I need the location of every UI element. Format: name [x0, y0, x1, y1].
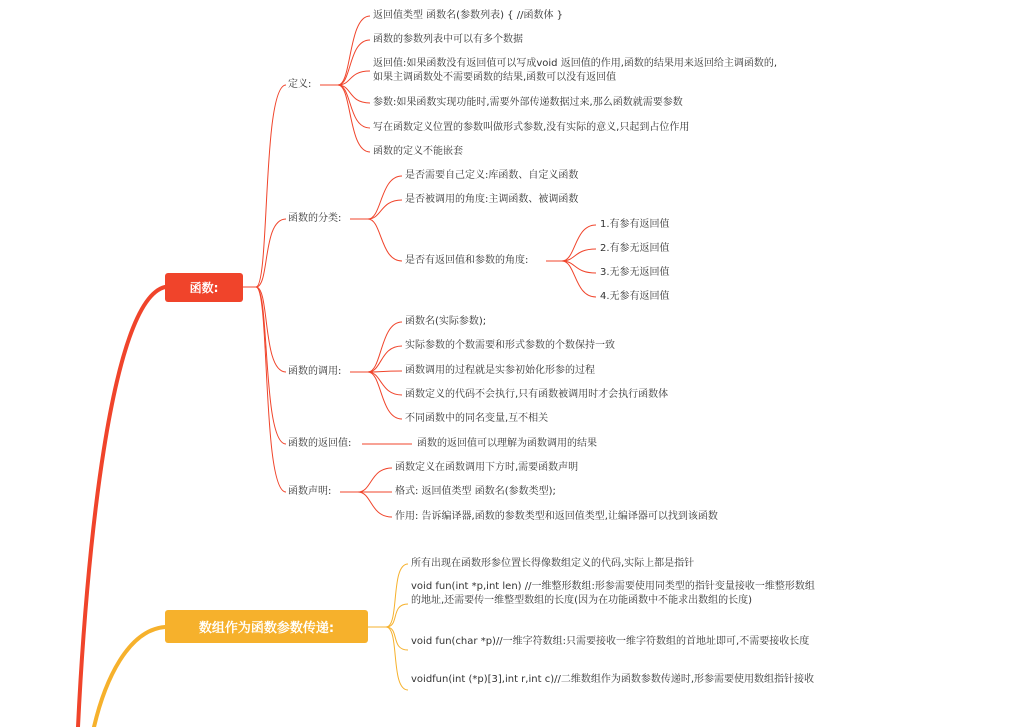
classification-item[interactable]: 是否需要自己定义:库函数、自定义函数 — [405, 170, 579, 181]
call-item[interactable]: 函数定义的代码不会执行,只有函数被调用时才会执行函数体 — [405, 389, 669, 400]
declaration-item[interactable]: 函数定义在函数调用下方时,需要函数声明 — [395, 462, 579, 473]
call-item[interactable]: 函数名(实际参数); — [405, 316, 487, 327]
topic-function-title: 函数: — [189, 281, 219, 295]
return-value-item[interactable]: 函数的返回值可以理解为函数调用的结果 — [417, 438, 597, 449]
branch-call[interactable]: 函数的调用: — [288, 366, 342, 377]
definition-item[interactable]: 写在函数定义位置的参数叫做形式参数,没有实际的意义,只起到占位作用 — [373, 122, 690, 133]
definition-item[interactable]: 返回值:如果函数没有返回值可以写成void 返回值的作用,函数的结果用来返回给主调函数的,如果主调函数处不需要函数的结果,函数可以没有返回值 — [373, 58, 778, 83]
classification-leaf[interactable]: 3.无参无返回值 — [600, 267, 670, 278]
array-param-item[interactable]: void fun(char *p)//一维字符数组:只需要接收一维字符数组的首地址即可,不需要接收长度 — [411, 636, 810, 647]
call-item[interactable]: 不同函数中的同名变量,互不相关 — [405, 413, 549, 424]
classification-subbranch[interactable]: 是否有返回值和参数的角度: — [405, 255, 529, 266]
classification-item[interactable]: 是否被调用的角度:主调函数、被调函数 — [405, 194, 579, 205]
branch-definition[interactable]: 定义: — [288, 79, 312, 90]
call-item[interactable]: 实际参数的个数需要和形式参数的个数保持一致 — [405, 340, 615, 351]
topic-array-params[interactable] — [165, 610, 368, 643]
definition-item[interactable]: 参数:如果函数实现功能时,需要外部传递数据过来,那么函数就需要参数 — [373, 97, 683, 108]
branch-return-value[interactable]: 函数的返回值: — [288, 438, 352, 449]
topic-function[interactable] — [165, 273, 243, 302]
branch-classification[interactable]: 函数的分类: — [288, 213, 342, 224]
classification-leaf[interactable]: 1.有参有返回值 — [600, 219, 670, 230]
definition-item[interactable]: 返回值类型 函数名(参数列表) { //函数体 } — [373, 10, 563, 21]
definition-item[interactable]: 函数的参数列表中可以有多个数据 — [373, 34, 523, 45]
orange-branch-lines — [368, 564, 408, 690]
classification-leaf[interactable]: 2.有参无返回值 — [600, 243, 670, 254]
declaration-item[interactable]: 作用: 告诉编译器,函数的参数类型和返回值类型,让编译器可以找到该函数 — [395, 511, 718, 522]
trunk-orange — [94, 627, 165, 727]
array-param-item[interactable]: voidfun(int (*p)[3],int r,int c)//二维数组作为函数参数传递时,形参需要使用数组指针接收 — [411, 674, 815, 685]
array-param-item[interactable]: 所有出现在函数形参位置长得像数组定义的代码,实际上都是指针 — [411, 558, 695, 569]
array-param-item[interactable]: void fun(int *p,int len) //一维整形数组:形参需要使用同类型的指针变量接收一维整形数组的地址,还需要传一维整型数组的长度(因为在功能函数中不能求出数组的长度) — [411, 581, 815, 606]
branch-declaration[interactable]: 函数声明: — [288, 486, 332, 497]
call-item[interactable]: 函数调用的过程就是实参初始化形参的过程 — [405, 365, 595, 376]
definition-item[interactable]: 函数的定义不能嵌套 — [373, 146, 463, 157]
classification-leaf[interactable]: 4.无参有返回值 — [600, 291, 670, 302]
declaration-item[interactable]: 格式: 返回值类型 函数名(参数类型); — [395, 486, 556, 497]
topic-array-params-title: 数组作为函数参数传递: — [198, 621, 335, 636]
